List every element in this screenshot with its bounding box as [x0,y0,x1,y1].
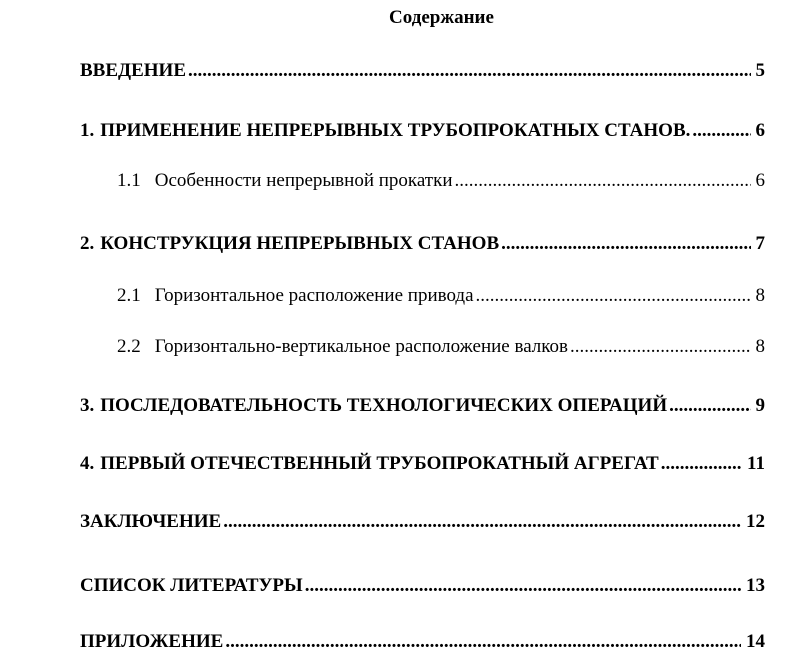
toc-entry-number: 3. [80,395,95,416]
toc-entry-page: 7 [755,233,765,254]
toc-entry-page: 8 [755,336,765,357]
toc-entry-page: 12 [746,511,765,532]
toc-entry-section-1[interactable] [80,119,765,143]
toc-entry-label: СПИСОК ЛИТЕРАТУРЫ [80,575,303,596]
dot-leader [305,574,741,598]
toc-entry-section-3[interactable] [80,394,765,418]
toc-entry-section-2-1[interactable] [80,284,765,308]
toc-entry-number: 2.2 [117,336,141,357]
dot-leader [225,630,741,654]
toc-entry-page: 14 [746,631,765,652]
toc-entry-label: Горизонтальное расположение привода [154,285,474,306]
dot-leader [188,59,751,83]
toc-entry-label: ПОСЛЕДОВАТЕЛЬНОСТЬ ТЕХНОЛОГИЧЕСКИХ ОПЕРАЦИЙ [100,395,668,416]
toc-entry-number: 4. [80,453,95,474]
toc-entry-label: ПРИМЕНЕНИЕ НЕПРЕРЫВНЫХ ТРУБОПРОКАТНЫХ СТАНОВ. [100,120,691,141]
toc-entry-section-2[interactable] [80,232,765,256]
toc-entry-number: 1.1 [117,170,141,191]
dot-leader [501,232,750,256]
document-page [80,0,765,665]
toc-entry-label: КОНСТРУКЦИЯ НЕПРЕРЫВНЫХ СТАНОВ [100,233,500,254]
toc-entry-prilozhenie[interactable] [80,630,765,654]
toc-entry-page: 6 [755,170,765,191]
dot-leader [692,119,750,143]
dot-leader [570,335,750,359]
toc-entry-vvedenie[interactable] [80,59,765,83]
toc-entry-label: ПЕРВЫЙ ОТЕЧЕСТВЕННЫЙ ТРУБОПРОКАТНЫЙ АГРЕГАТ [100,453,659,474]
toc-entry-section-2-2[interactable] [80,335,765,359]
toc-entry-label: ПРИЛОЖЕНИЕ [80,631,224,652]
toc-entry-number: 2.1 [117,285,141,306]
toc-entry-number: 1. [80,120,95,141]
toc-title: Содержание [389,7,494,28]
dot-leader [669,394,750,418]
dot-leader [223,510,741,534]
toc-entry-spisok-literatury[interactable] [80,574,765,598]
toc-entry-page: 6 [755,120,765,141]
toc-entry-label: ЗАКЛЮЧЕНИЕ [80,511,222,532]
toc-entry-label: Горизонтально-вертикальное расположение валков [154,336,569,357]
toc-entry-label: Особенности непрерывной прокатки [154,170,453,191]
toc-entry-page: 5 [755,60,765,81]
toc-entry-page: 11 [747,453,765,474]
toc-entry-section-4[interactable] [80,452,765,476]
dot-leader [661,452,742,476]
toc-entry-section-1-1[interactable] [80,169,765,193]
toc-entry-zakluchenie[interactable] [80,510,765,534]
dot-leader [455,169,751,193]
toc-entry-page: 8 [755,285,765,306]
dot-leader [476,284,751,308]
toc-entry-label: ВВЕДЕНИЕ [80,60,186,81]
toc-entry-number: 2. [80,233,95,254]
toc-entry-page: 13 [746,575,765,596]
toc-entry-page: 9 [755,395,765,416]
